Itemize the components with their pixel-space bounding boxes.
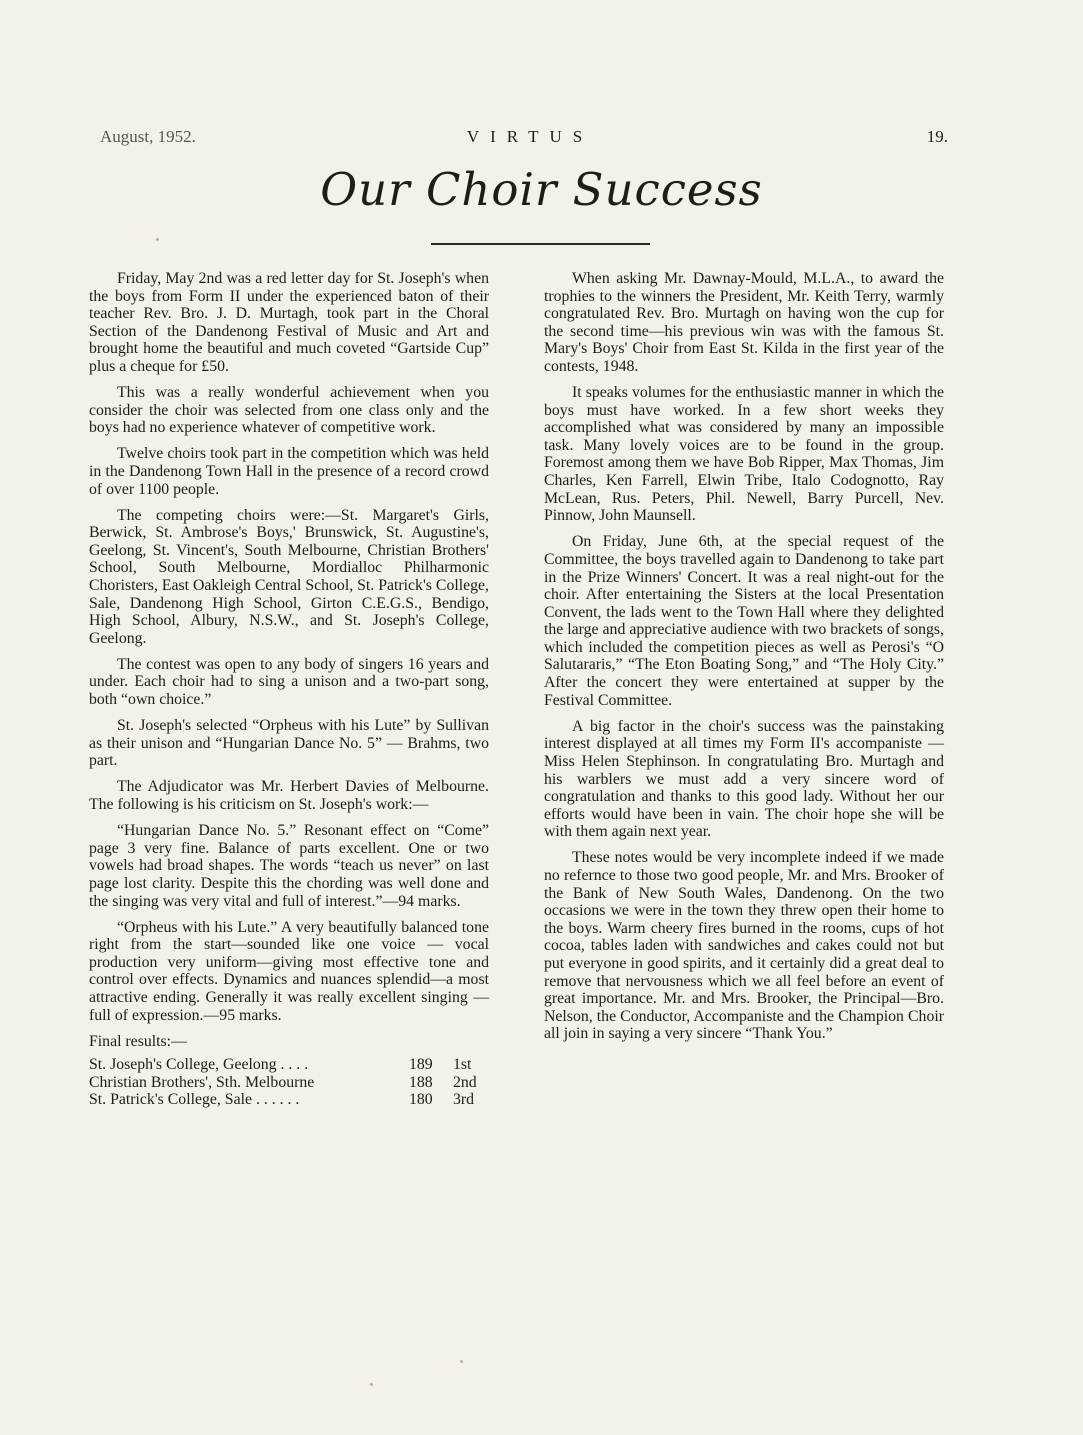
- page-number: 19.: [926, 127, 948, 146]
- paragraph: This was a really wonderful achievement when you consider the choir was selected from one class only and the boys had no experience whatever of competitive work.: [89, 384, 489, 437]
- paragraph: When asking Mr. Dawnay-Mould, M.L.A., to award the trophies to the winners the President, Mr. Keith Terry, warmly congratulated Rev. Bro. Murtagh on having won the cup for the second time—his previous win was with the famous St. Mary's Boys' Choir from East St. Kilda in the first year of the contests, 1948.: [544, 270, 944, 375]
- result-row: [89, 1056, 489, 1074]
- magazine-name: VIRTUS: [466, 127, 594, 146]
- result-school: St. Joseph's College, Geelong . . . .: [89, 1056, 309, 1074]
- right-column: [544, 270, 944, 1051]
- article-title: Our Choir Success: [320, 163, 763, 216]
- result-marks: 180: [409, 1091, 433, 1109]
- paragraph: St. Joseph's selected “Orpheus with his Lute” by Sullivan as their unison and “Hungarian Dance No. 5” — Brahms, two part.: [89, 717, 489, 770]
- result-place: 1st: [453, 1056, 472, 1074]
- paragraph: These notes would be very incomplete indeed if we made no refernce to those two good people, Mr. and Mrs. Brooker of the Bank of New South Wales, Dandenong. On the two occasions we were in the town they threw open their home to the boys. Warm cheery fires burned in the rooms, cups of hot cocoa, tables laden with sandwiches and cakes could not but put everyone in good spirits, and it certainly did a great deal to remove that nervousness which we all feel before an event of great importance. Mr. and Mrs. Brooker, the Principal—Bro. Nelson, the Conductor, Accompaniste and the Champion Choir all join in saying a very sincere “Thank You.”: [544, 849, 944, 1043]
- result-row: [89, 1074, 489, 1092]
- page-header: [100, 127, 948, 151]
- paragraph: The contest was open to any body of singers 16 years and under. Each choir had to sing a unison and a two-part song, both “own choice.”: [89, 655, 489, 709]
- paragraph: A big factor in the choir's success was the painstaking interest displayed at all times my Form II's accompaniste — Miss Helen Stephinson. In congratulating Bro. Murtagh and his warblers we must add a very sincere word of congratulation and thanks to this good lady. Without her our efforts would have been in vain. The choir hope she will be with them again next year.: [544, 717, 944, 841]
- paper-speck: [156, 238, 159, 241]
- paper-speck: [460, 1360, 463, 1363]
- left-column: [89, 270, 489, 1109]
- paragraph: “Hungarian Dance No. 5.” Resonant effect on “Come” page 3 very fine. Balance of parts excellent. One or two vowels had broad shapes. The words “teach us never” on last page lost clarity. Despite this the chording was well done and the singing was very vital and full of interest.”—94 marks.: [89, 822, 489, 910]
- result-marks: 189: [409, 1056, 433, 1074]
- results-table: [89, 1056, 489, 1109]
- paragraph: Friday, May 2nd was a red letter day for St. Joseph's when the boys from Form II under the experienced baton of their teacher Rev. Bro. J. D. Murtagh, took part in the Choral Section of the Dandenong Festival of Music and Art and brought home the beautiful and much coveted “Gartside Cup” plus a cheque for £50.: [89, 270, 489, 375]
- result-school: St. Patrick's College, Sale . . . . . .: [89, 1091, 300, 1109]
- paragraph: Twelve choirs took part in the competition which was held in the Dandenong Town Hall in the presence of a record crowd of over 1100 people.: [89, 445, 489, 498]
- result-row: [89, 1091, 489, 1109]
- paragraph: The Adjudicator was Mr. Herbert Davies of Melbourne. The following is his criticism on St. Joseph's work:—: [89, 778, 489, 814]
- result-place: 3rd: [453, 1091, 475, 1109]
- final-results-label: Final results:—: [89, 1032, 187, 1050]
- paragraph: The competing choirs were:—St. Margaret's Girls, Berwick, St. Ambrose's Boys,' Brunswick, St. Augustine's, Geelong, St. Vincent's, South Melbourne, Christian Brothers' School, South Melbourne, Mordialloc Philharmonic Choristers, East Oakleigh Central School, St. Patrick's College, Sale, Dandenong High School, Girton C.E.G.S., Bendigo, High School, Albury, N.S.W., and St. Joseph's College, Geelong.: [89, 506, 489, 647]
- issue-date: August, 1952.: [100, 127, 196, 146]
- paragraph: It speaks volumes for the enthusiastic manner in which the boys must have worked. In a few short weeks they accomplished what was considered by many an impossible task. Many lovely voices are to be found in the group. Foremost among them we have Bob Ripper, Max Thomas, Jim Charles, Ken Farrell, Elwin Tribe, Italo Codognotto, Ray McLean, Rus. Peters, Phil. Newell, Barry Purcell, Nev. Pinnow, John Maunsell.: [544, 384, 944, 525]
- title-divider: [431, 243, 650, 245]
- result-school: Christian Brothers', Sth. Melbourne: [89, 1073, 315, 1091]
- paper-speck: [370, 1383, 373, 1386]
- result-place: 2nd: [453, 1073, 477, 1091]
- paragraph: On Friday, June 6th, at the special request of the Committee, the boys travelled again to Dandenong to take part in the Prize Winners' Concert. It was a real night-out for the choir. After entertaining the Sisters at the local Presentation Convent, the lads went to the Town Hall where they delighted the large and appreciative audience with two brackets of songs, which included the competition pieces as well as Perosi's “O Salutararis,” “The Eton Boating Song,” and “The Holy City.” After the concert they were entertained at supper by the Festival Committee.: [544, 533, 944, 709]
- paragraph: “Orpheus with his Lute.” A very beautifully balanced tone right from the start—sounded like one voice — vocal production very uniform—giving most effective tone and control over effects. Dynamics and nuances splendid—a most attractive ending. Generally it was really excellent singing — full of expression.—95 marks.: [89, 918, 489, 1024]
- result-marks: 188: [409, 1073, 433, 1091]
